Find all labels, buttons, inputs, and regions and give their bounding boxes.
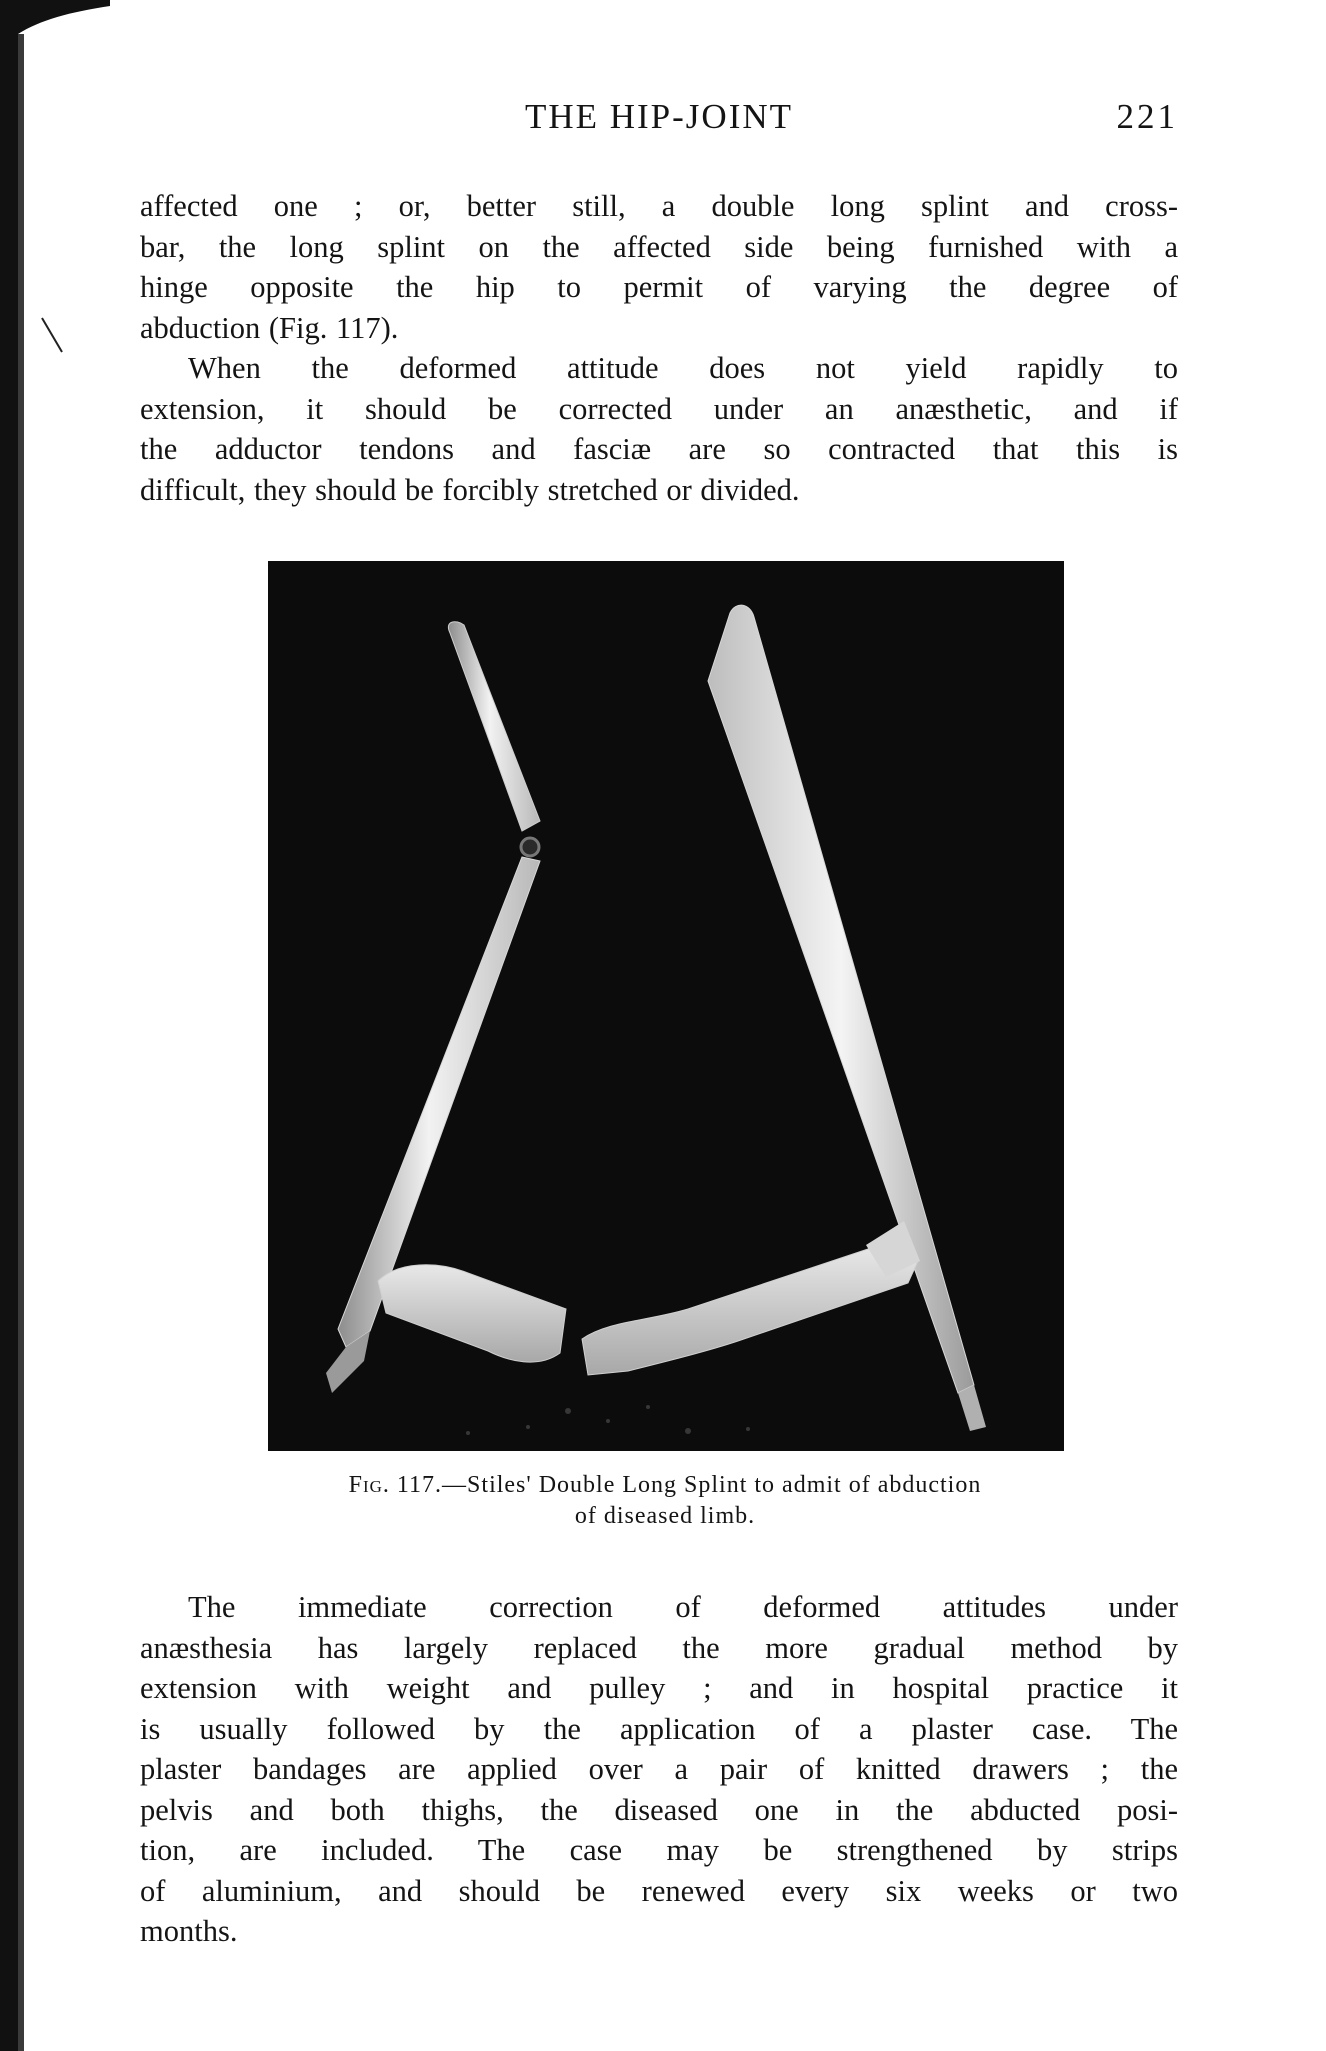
right-crossbar bbox=[582, 1245, 918, 1375]
text-line: bar, the long splint on the affected side being furnished with a bbox=[140, 229, 1178, 264]
caption-line-1 bbox=[250, 1470, 1080, 1501]
hinge bbox=[521, 838, 539, 856]
text-line: months. bbox=[140, 1914, 238, 1948]
left-splint-upper bbox=[448, 622, 540, 831]
figure-label: Fig. 117. bbox=[348, 1472, 443, 1498]
text-line: anæsthesia has largely replaced the more gradual method by bbox=[140, 1630, 1178, 1665]
figure-caption bbox=[250, 1470, 1080, 1532]
text-line: When the deformed attitude does not yield rapidly to bbox=[188, 351, 1178, 385]
figure-photograph bbox=[268, 561, 1064, 1451]
text-line: difficult, they should be forcibly stretched or divided. bbox=[140, 472, 800, 507]
text-line: pelvis and both thighs, the diseased one in the abducted posi- bbox=[140, 1792, 1178, 1827]
text-line: The immediate correction of deformed attitudes under bbox=[188, 1590, 1178, 1624]
body-text-bottom bbox=[140, 1587, 1178, 1952]
text-line: is usually followed by the application of a plaster case. The bbox=[140, 1711, 1178, 1746]
splint-illustration bbox=[268, 561, 1064, 1451]
page-number: 221 bbox=[1116, 97, 1178, 136]
text-line: tion, are included. The case may be strengthened by strips bbox=[140, 1833, 1178, 1867]
body-text-top bbox=[140, 186, 1178, 510]
text-line: abduction (Fig. 117). bbox=[140, 310, 399, 345]
text-line: extension, it should be corrected under an anæsthetic, and if bbox=[140, 391, 1178, 426]
text-line: of aluminium, and should be renewed every six weeks or two bbox=[140, 1873, 1178, 1908]
text-line: hinge opposite the hip to permit of varying the degree of bbox=[140, 270, 1178, 304]
text-line: the adductor tendons and fasciæ are so contracted that this is bbox=[140, 432, 1178, 466]
text-line: affected one ; or, better still, a double long splint and cross- bbox=[140, 189, 1178, 223]
text-line: plaster bandages are applied over a pair of knitted drawers ; the bbox=[140, 1752, 1178, 1786]
text-line: extension with weight and pulley ; and in hospital practice it bbox=[140, 1671, 1178, 1705]
running-head bbox=[140, 92, 1178, 142]
caption-text: —Stiles' Double Long Splint to admit of abduction bbox=[442, 1472, 982, 1498]
running-title: THE HIP-JOINT bbox=[524, 97, 794, 136]
left-crossbar bbox=[378, 1265, 566, 1362]
caption-line-2: of diseased limb. bbox=[574, 1503, 756, 1529]
